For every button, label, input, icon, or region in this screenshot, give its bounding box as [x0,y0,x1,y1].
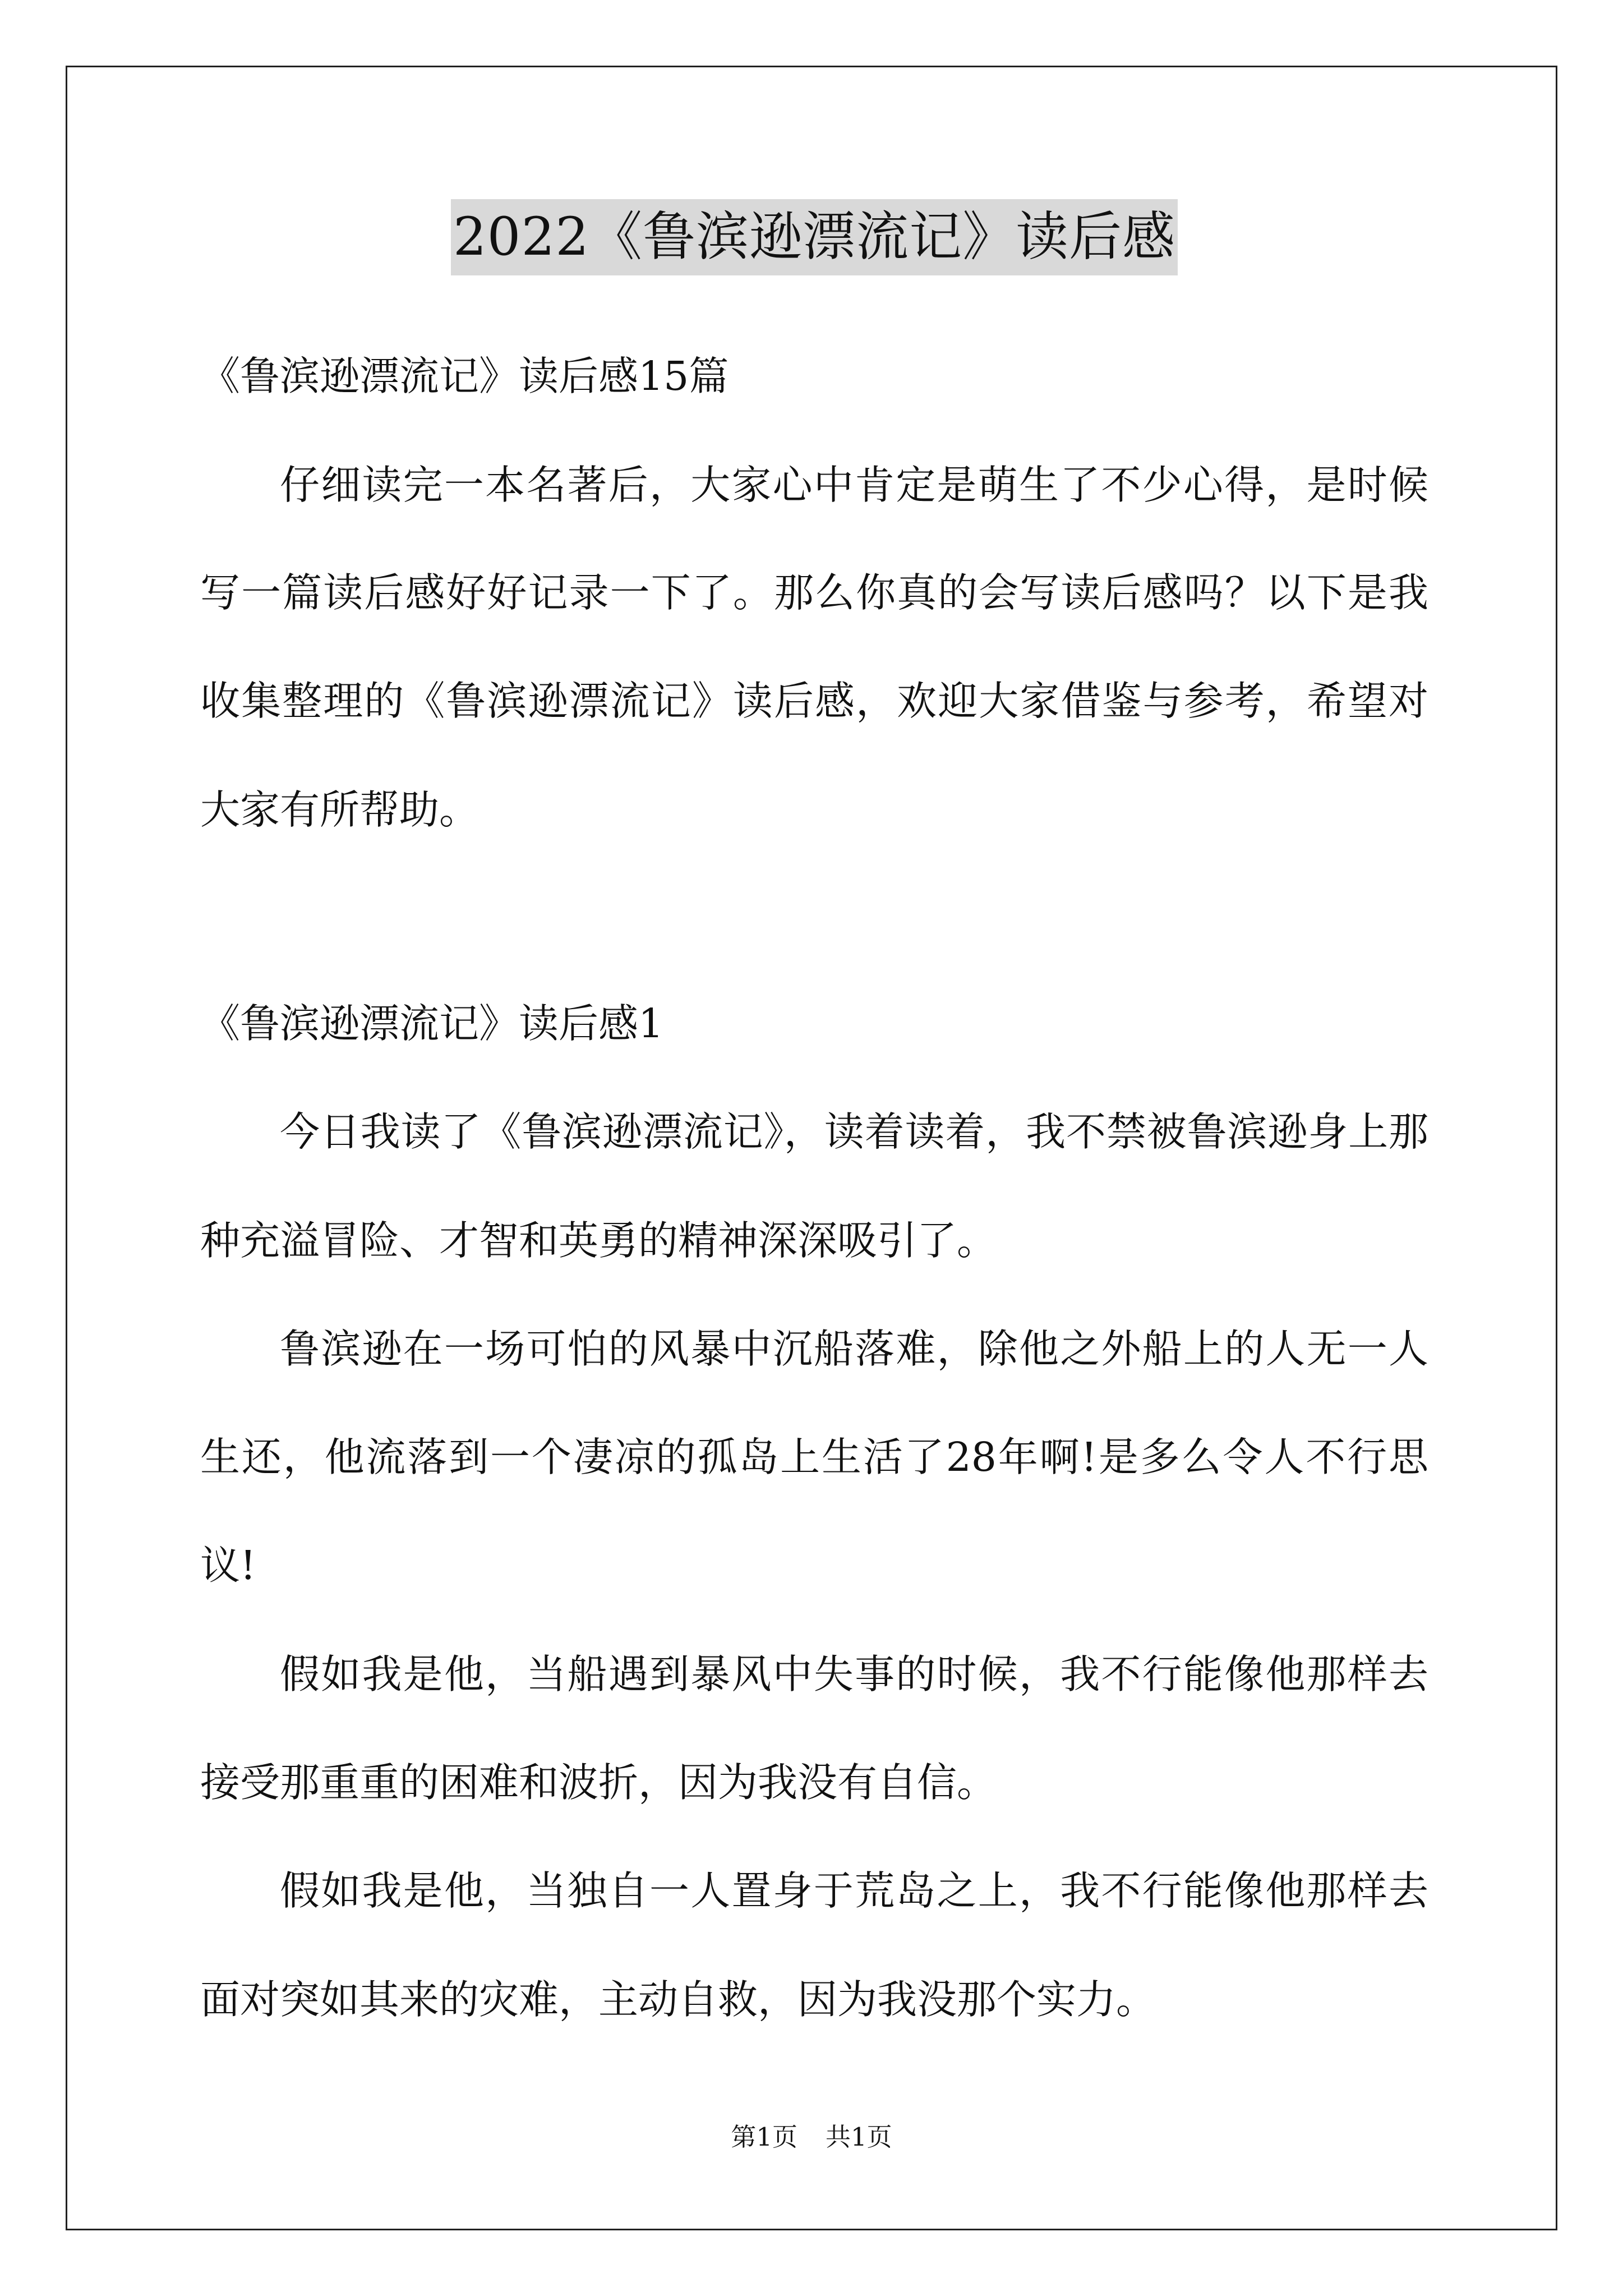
paragraph-1-line-2: 种充溢冒险、才智和英勇的精神深深吸引了。 [200,1217,997,1264]
title-block [200,199,1428,275]
paragraph-3-line-2: 接受那重重的困难和波折，因为我没有自信。 [200,1759,997,1806]
paragraph-2-line-1: 鲁滨逊在一场可怕的风暴中沉船落难，除他之外船上的人无一人 [280,1326,1428,1372]
paragraph-2-line-2: 生还，他流落到一个凄凉的孤岛上生活了28年啊!是多么令人不行思 [200,1434,1428,1480]
document-title: 2022《鲁滨逊漂流记》读后感 [451,199,1178,275]
paragraph-2-line-3: 议! [200,1542,256,1589]
paragraph-4-line-1: 假如我是他，当独自一人置身于荒岛之上，我不行能像他那样去 [280,1867,1428,1914]
document-subtitle: 《鲁滨逊漂流记》读后感15篇 [200,353,729,399]
paragraph-4-line-2: 面对突如其来的灾难，主动自救，因为我没那个实力。 [200,1976,1156,2023]
intro-line-1: 仔细读完一本名著后，大家心中肯定是萌生了不少心得，是时候 [280,462,1428,508]
intro-line-2: 写一篇读后感好好记录一下了。那么你真的会写读后感吗？以下是我 [200,569,1428,616]
page-footer [0,2120,1623,2154]
page-number: 第1页 [731,2122,797,2152]
section-heading: 《鲁滨逊漂流记》读后感1 [200,1000,664,1047]
intro-line-4: 大家有所帮助。 [200,786,479,833]
paragraph-3-line-1: 假如我是他，当船遇到暴风中失事的时候，我不行能像他那样去 [280,1651,1428,1697]
page-total: 共1页 [826,2122,892,2152]
intro-line-3: 收集整理的《鲁滨逊漂流记》读后感，欢迎大家借鉴与参考，希望对 [200,678,1428,724]
paragraph-1-line-1: 今日我读了《鲁滨逊漂流记》，读着读着，我不禁被鲁滨逊身上那 [280,1108,1428,1155]
